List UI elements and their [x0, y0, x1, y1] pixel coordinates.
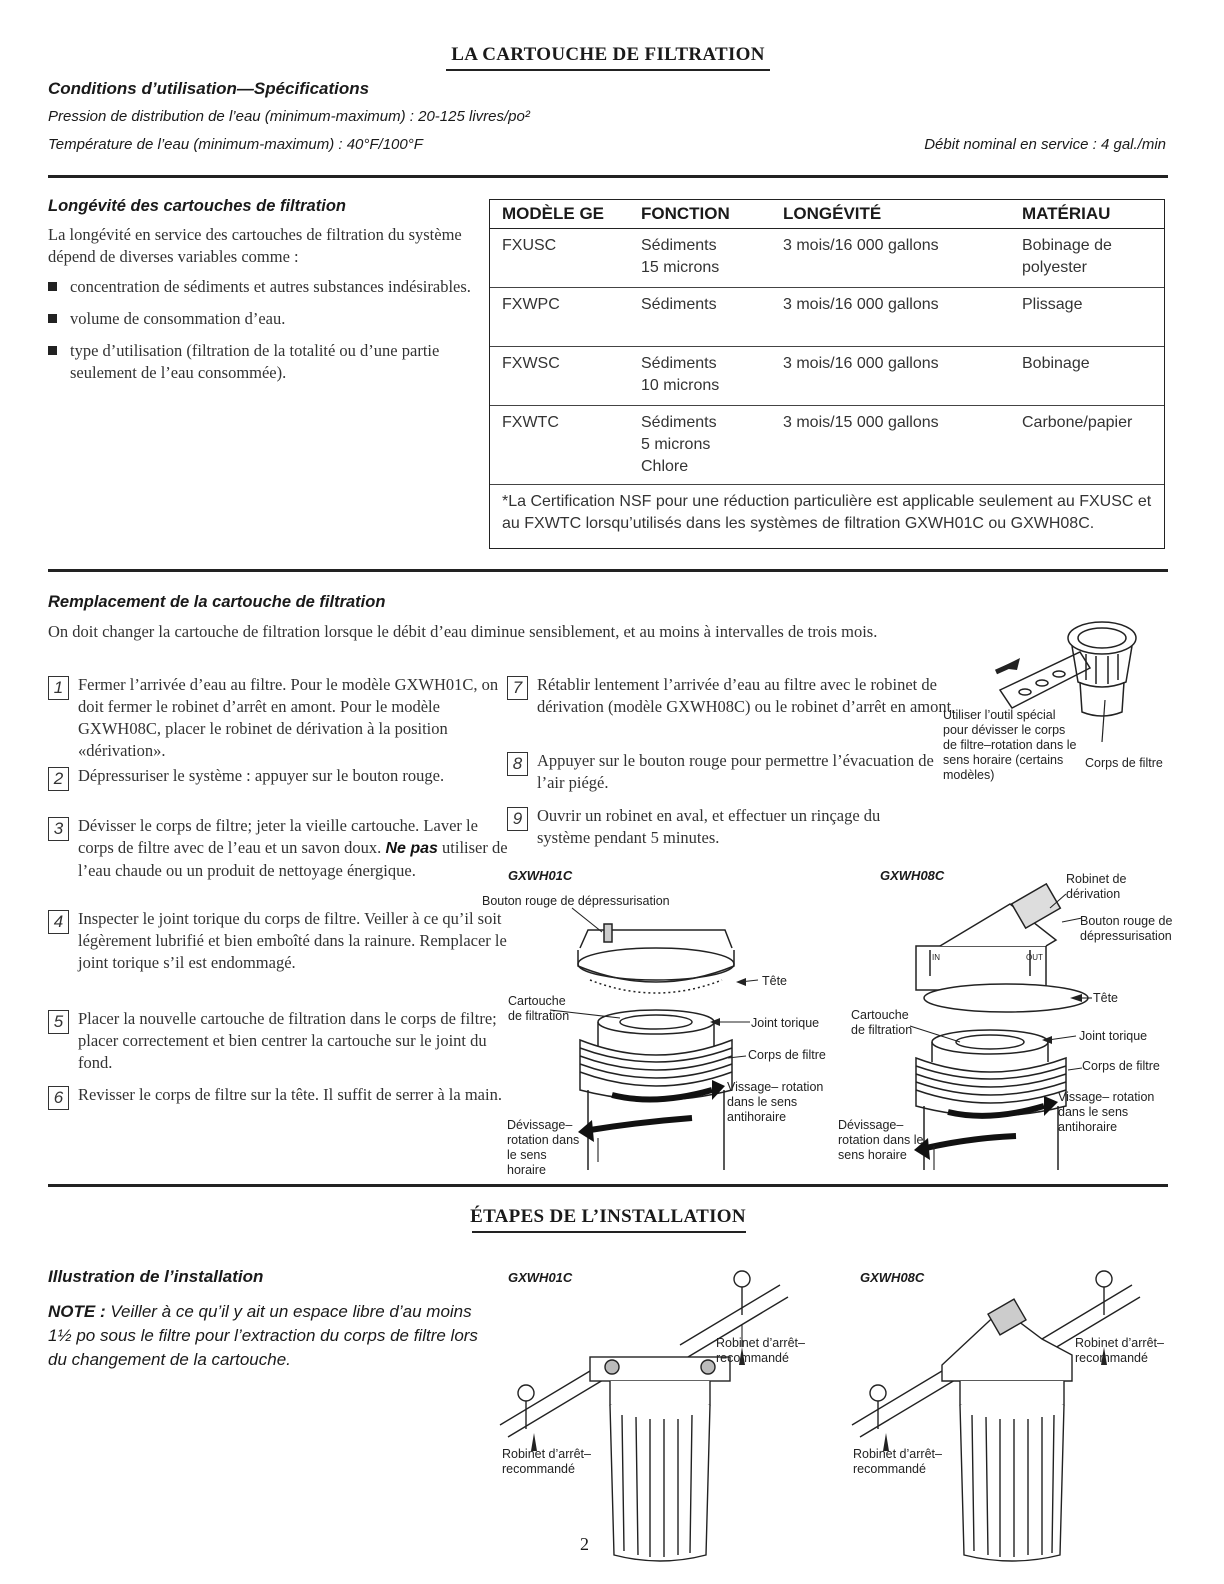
- step-text: Ouvrir un robinet en aval, et effectuer un rinçage du système pendant 5 minutes.: [537, 806, 881, 847]
- step-text: Rétablir lentement l’arrivée d’eau au filtre avec le robinet de dérivation (modèle GXWH08C) ou le robinet d’arrêt en amont.: [537, 675, 956, 716]
- page-number: 2: [580, 1534, 589, 1554]
- diagram1-model: GXWH01C: [508, 868, 573, 883]
- label-body: Corps de filtre: [1082, 1059, 1160, 1073]
- step-number: 3: [48, 817, 69, 841]
- install-note: [48, 1300, 478, 1372]
- label-recommended-valve: Robinet d’arrêt– recommandé: [716, 1336, 805, 1365]
- step-7: [507, 674, 957, 718]
- label-unscrew: Dévissage– rotation dans le sens horaire: [507, 1118, 580, 1177]
- label-unscrew: Dévissage– rotation dans le sens horaire: [838, 1118, 924, 1162]
- section-divider: [48, 569, 1168, 572]
- cell-function: Sédiments 10 microns: [629, 347, 771, 406]
- title-underline: [446, 69, 770, 71]
- page-title: LA CARTOUCHE DE FILTRATION: [451, 44, 765, 65]
- replacement-intro: On doit changer la cartouche de filtration lorsque le débit d’eau diminue sensiblement, et au moins à intervalles de trois mois.: [48, 622, 878, 641]
- label-recommended-valve: Robinet d’arrêt– recommandé: [853, 1447, 942, 1476]
- section-divider: [48, 175, 1168, 178]
- label-oring: Joint torique: [751, 1016, 820, 1030]
- column-header: MATÉRIAU: [1010, 200, 1164, 229]
- list-item: type d’utilisation (filtration de la totalité ou d’une partie seulement de l’eau consommée).: [48, 340, 473, 384]
- conditions-heading: Conditions d’utilisation—Spécifications: [48, 79, 370, 98]
- in-marker: IN: [932, 953, 940, 962]
- step-3: [48, 815, 508, 882]
- step-text: Dépressuriser le système : appuyer sur le bouton rouge.: [78, 766, 445, 785]
- install-model-1: GXWH01C: [508, 1270, 573, 1285]
- list-item: volume de consommation d’eau.: [48, 308, 473, 330]
- table-row: [490, 229, 1164, 288]
- label-head: Tête: [762, 974, 788, 988]
- note-label: NOTE :: [48, 1302, 106, 1321]
- step-text: Revisser le corps de filtre sur la tête. Il suffit de serrer à la main.: [78, 1085, 502, 1104]
- label-head: Tête: [1093, 991, 1119, 1005]
- step-text: Placer la nouvelle cartouche de filtration dans le corps de filtre; placer correctement et bien centrer la cartouche sur le joint du fond.: [78, 1009, 497, 1072]
- label-recommended-valve: Robinet d’arrêt– recommandé: [502, 1447, 591, 1476]
- label-body: Corps de filtre: [748, 1048, 826, 1062]
- tool-label: Utiliser l’outil spécial pour dévisser le corps de filtre–rotation dans le sens horaire (certains modèles): [943, 708, 1077, 782]
- install-diagram-gxwh01c: [490, 1265, 820, 1565]
- step-number: 6: [48, 1086, 69, 1110]
- install-heading: Illustration de l’installation: [48, 1267, 264, 1286]
- step-text: Fermer l’arrivée d’eau au filtre. Pour le modèle GXWH01C, on doit fermer le robinet d’arrêt en amont. Pour le modèle GXWH08C, placer le robinet de dérivation à la position «dérivation».: [78, 675, 499, 760]
- step-text: Appuyer sur le bouton rouge pour permettre l’évacuation de l’air piégé.: [537, 751, 934, 792]
- step-5: [48, 1008, 508, 1074]
- table-row: [490, 347, 1164, 406]
- replacement-heading: Remplacement de la cartouche de filtration: [48, 593, 386, 611]
- step-8: [507, 750, 947, 794]
- step-text: Inspecter le joint torique du corps de filtre. Veiller à ce qu’il soit légèrement lubrifié et bien emboîté dans la rainure. Remplacer le joint torique s’il est endommagé.: [78, 909, 507, 972]
- install-model-2: GXWH08C: [860, 1270, 925, 1285]
- step-number: 7: [507, 676, 528, 700]
- cartridge-table: [489, 199, 1165, 549]
- step-number: 8: [507, 752, 528, 776]
- step-text: utiliser de l’eau chaude ou un produit de nettoyage énergique.: [78, 838, 508, 880]
- column-header: LONGÉVITÉ: [771, 200, 1010, 229]
- label-cartridge: Cartouche de filtration: [508, 994, 570, 1023]
- tool-body-label: Corps de filtre: [1085, 756, 1163, 770]
- label-depressurize-button: Bouton rouge de dépressurisation: [1080, 914, 1173, 943]
- step-2: [48, 765, 508, 787]
- note-text: Veiller à ce qu’il y ait un espace libre d’au moins 1½ po sous le filtre pour l’extraction du corps de filtre lors du changement de la cartouche.: [48, 1302, 478, 1369]
- longevity-list: [48, 276, 473, 394]
- step-4: [48, 908, 508, 974]
- install-title: ÉTAPES DE L’INSTALLATION: [470, 1206, 746, 1227]
- step-number: 4: [48, 910, 69, 934]
- step-1: [48, 674, 508, 762]
- cell-longevity: 3 mois/16 000 gallons: [771, 347, 1010, 406]
- step-6: [48, 1084, 508, 1106]
- label-cartridge: Cartouche de filtration: [851, 1008, 913, 1037]
- label-depressurize-button: Bouton rouge de dépressurisation: [482, 894, 670, 908]
- cell-function: Sédiments: [629, 288, 771, 347]
- table-row: [490, 406, 1164, 485]
- step-number: 5: [48, 1010, 69, 1034]
- emphasis: Ne pas: [385, 840, 438, 857]
- install-title-underline: [472, 1231, 746, 1233]
- cell-model: FXWPC: [490, 288, 629, 347]
- cell-material: Bobinage: [1010, 347, 1164, 406]
- step-text: Dévisser le corps de filtre; jeter la vieille cartouche. Laver le corps de filtre avec de l’eau et un savon doux.: [78, 816, 478, 857]
- table-row: [490, 288, 1164, 347]
- cell-model: FXWTC: [490, 406, 629, 485]
- longevity-intro: La longévité en service des cartouches de filtration du système dépend de diverses variables comme :: [48, 225, 462, 266]
- cell-longevity: 3 mois/16 000 gallons: [771, 288, 1010, 347]
- label-screw: Vissage– rotation dans le sens antihoraire: [727, 1080, 824, 1124]
- flow-spec: Débit nominal en service : 4 gal./min: [924, 136, 1166, 153]
- step-9: [507, 805, 927, 849]
- longevity-heading: Longévité des cartouches de filtration: [48, 197, 346, 215]
- column-header: FONCTION: [629, 200, 771, 229]
- install-diagram-gxwh08c: [842, 1265, 1172, 1565]
- cell-model: FXWSC: [490, 347, 629, 406]
- list-item: concentration de sédiments et autres substances indésirables.: [48, 276, 473, 298]
- label-recommended-valve: Robinet d’arrêt– recommandé: [1075, 1336, 1164, 1365]
- cell-longevity: 3 mois/16 000 gallons: [771, 229, 1010, 288]
- step-number: 1: [48, 676, 69, 700]
- step-number: 2: [48, 767, 69, 791]
- label-oring: Joint torique: [1079, 1029, 1148, 1043]
- cell-material: Carbone/papier: [1010, 406, 1164, 485]
- section-divider: [48, 1184, 1168, 1187]
- table-footnote: *La Certification NSF pour une réduction particulière est applicable seulement au FXUSC et au FXWTC lorsqu’utilisés dans les systèmes de filtration GXWH01C ou GXWH08C.: [502, 493, 1152, 532]
- diagram2-model: GXWH08C: [880, 868, 945, 883]
- label-screw: Vissage– rotation dans le sens antihoraire: [1058, 1090, 1155, 1134]
- cell-material: Plissage: [1010, 288, 1164, 347]
- step-number: 9: [507, 807, 528, 831]
- cell-function: Sédiments 15 microns: [629, 229, 771, 288]
- temperature-spec: Température de l’eau (minimum-maximum) : 40°F/100°F: [48, 136, 423, 153]
- column-header: MODÈLE GE: [490, 200, 629, 229]
- cell-longevity: 3 mois/15 000 gallons: [771, 406, 1010, 485]
- cell-material: Bobinage de polyester: [1010, 229, 1164, 288]
- label-bypass-valve: Robinet de dérivation: [1066, 872, 1127, 901]
- spec-table: [490, 200, 1164, 485]
- cell-function: Sédiments 5 microns Chlore: [629, 406, 771, 485]
- pressure-spec: Pression de distribution de l’eau (minimum-maximum) : 20-125 livres/po²: [48, 108, 530, 125]
- cell-model: FXUSC: [490, 229, 629, 288]
- out-marker: OUT: [1026, 953, 1043, 962]
